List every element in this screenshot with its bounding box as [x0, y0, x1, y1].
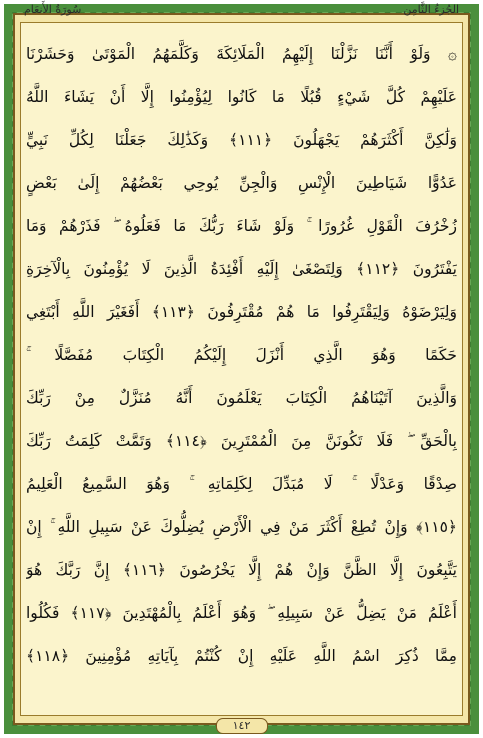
text-line: ﴿١١٥﴾ وَإِنْ تُطِعْ أَكْثَرَ مَنْ فِي الْأَرْضِ يُضِلُّوكَ عَنْ سَبِيلِ اللَّهِ ۚ إِنْ [26, 518, 457, 536]
text-line: حَكَمًا وَهُوَ الَّذِي أَنْزَلَ إِلَيْكُمُ الْكِتَابَ مُفَصَّلًا ۚ [26, 346, 457, 364]
page-header [20, 3, 463, 19]
surah-name-label: سُورَةُ الأَنعَام [24, 3, 82, 16]
text-line: بِالْحَقِّ ۖ فَلَا تَكُونَنَّ مِنَ الْمُمْتَرِينَ ﴿١١٤﴾ وَتَمَّتْ كَلِمَتُ رَبِّكَ [26, 432, 457, 450]
text-line: صِدْقًا وَعَدْلًا ۚ لَا مُبَدِّلَ لِكَلِمَاتِهِ ۚ وَهُوَ السَّمِيعُ الْعَلِيمُ [26, 475, 457, 493]
text-line: وَلِيَرْضَوْهُ وَلِيَقْتَرِفُوا مَا هُمْ مُقْتَرِفُونَ ﴿١١٣﴾ أَفَغَيْرَ اللَّهِ أَبْتَغِي [26, 303, 457, 321]
text-line: ۞ وَلَوْ أَنَّنَا نَزَّلْنَا إِلَيْهِمُ الْمَلَائِكَةَ وَكَلَّمَهُمُ الْمَوْتَىٰ وَحَشَرْنَا [26, 45, 457, 63]
text-line: وَلَٰكِنَّ أَكْثَرَهُمْ يَجْهَلُونَ ﴿١١١﴾ وَكَذَٰلِكَ جَعَلْنَا لِكُلِّ نَبِيٍّ [26, 131, 457, 149]
verse-text-area [26, 34, 457, 684]
page-footer [0, 714, 483, 732]
page-number: ١٤٢ [216, 718, 268, 734]
text-line: عَدُوًّا شَيَاطِينَ الْإِنْسِ وَالْجِنِّ يُوحِي بَعْضُهُمْ إِلَىٰ بَعْضٍ [26, 174, 457, 192]
text-line: يَفْتَرُونَ ﴿١١٢﴾ وَلِتَصْغَىٰ إِلَيْهِ أَفْئِدَةُ الَّذِينَ لَا يُؤْمِنُونَ بِالْآخِرَةِ [26, 260, 457, 278]
text-line: زُخْرُفَ الْقَوْلِ غُرُورًا ۚ وَلَوْ شَاءَ رَبُّكَ مَا فَعَلُوهُ ۖ فَذَرْهُمْ وَمَا [26, 217, 457, 235]
text-line: أَعْلَمُ مَنْ يَضِلُّ عَنْ سَبِيلِهِ ۖ وَهُوَ أَعْلَمُ بِالْمُهْتَدِينَ ﴿١١٧﴾ فَكُلُوا [26, 604, 457, 622]
text-line: وَالَّذِينَ آتَيْنَاهُمُ الْكِتَابَ يَعْلَمُونَ أَنَّهُ مُنَزَّلٌ مِنْ رَبِّكَ [26, 389, 457, 407]
text-line: يَتَّبِعُونَ إِلَّا الظَّنَّ وَإِنْ هُمْ إِلَّا يَخْرُصُونَ ﴿١١٦﴾ إِنَّ رَبَّكَ هُوَ [26, 561, 457, 579]
text-line: عَلَيْهِمْ كُلَّ شَيْءٍ قُبُلًا مَا كَانُوا لِيُؤْمِنُوا إِلَّا أَنْ يَشَاءَ اللَّهُ [26, 88, 457, 106]
juz-name-label: الجُزءُ الثَّامِن [403, 3, 459, 16]
text-line: مِمَّا ذُكِرَ اسْمُ اللَّهِ عَلَيْهِ إِنْ كُنْتُمْ بِآيَاتِهِ مُؤْمِنِينَ ﴿١١٨﴾ [26, 647, 457, 665]
